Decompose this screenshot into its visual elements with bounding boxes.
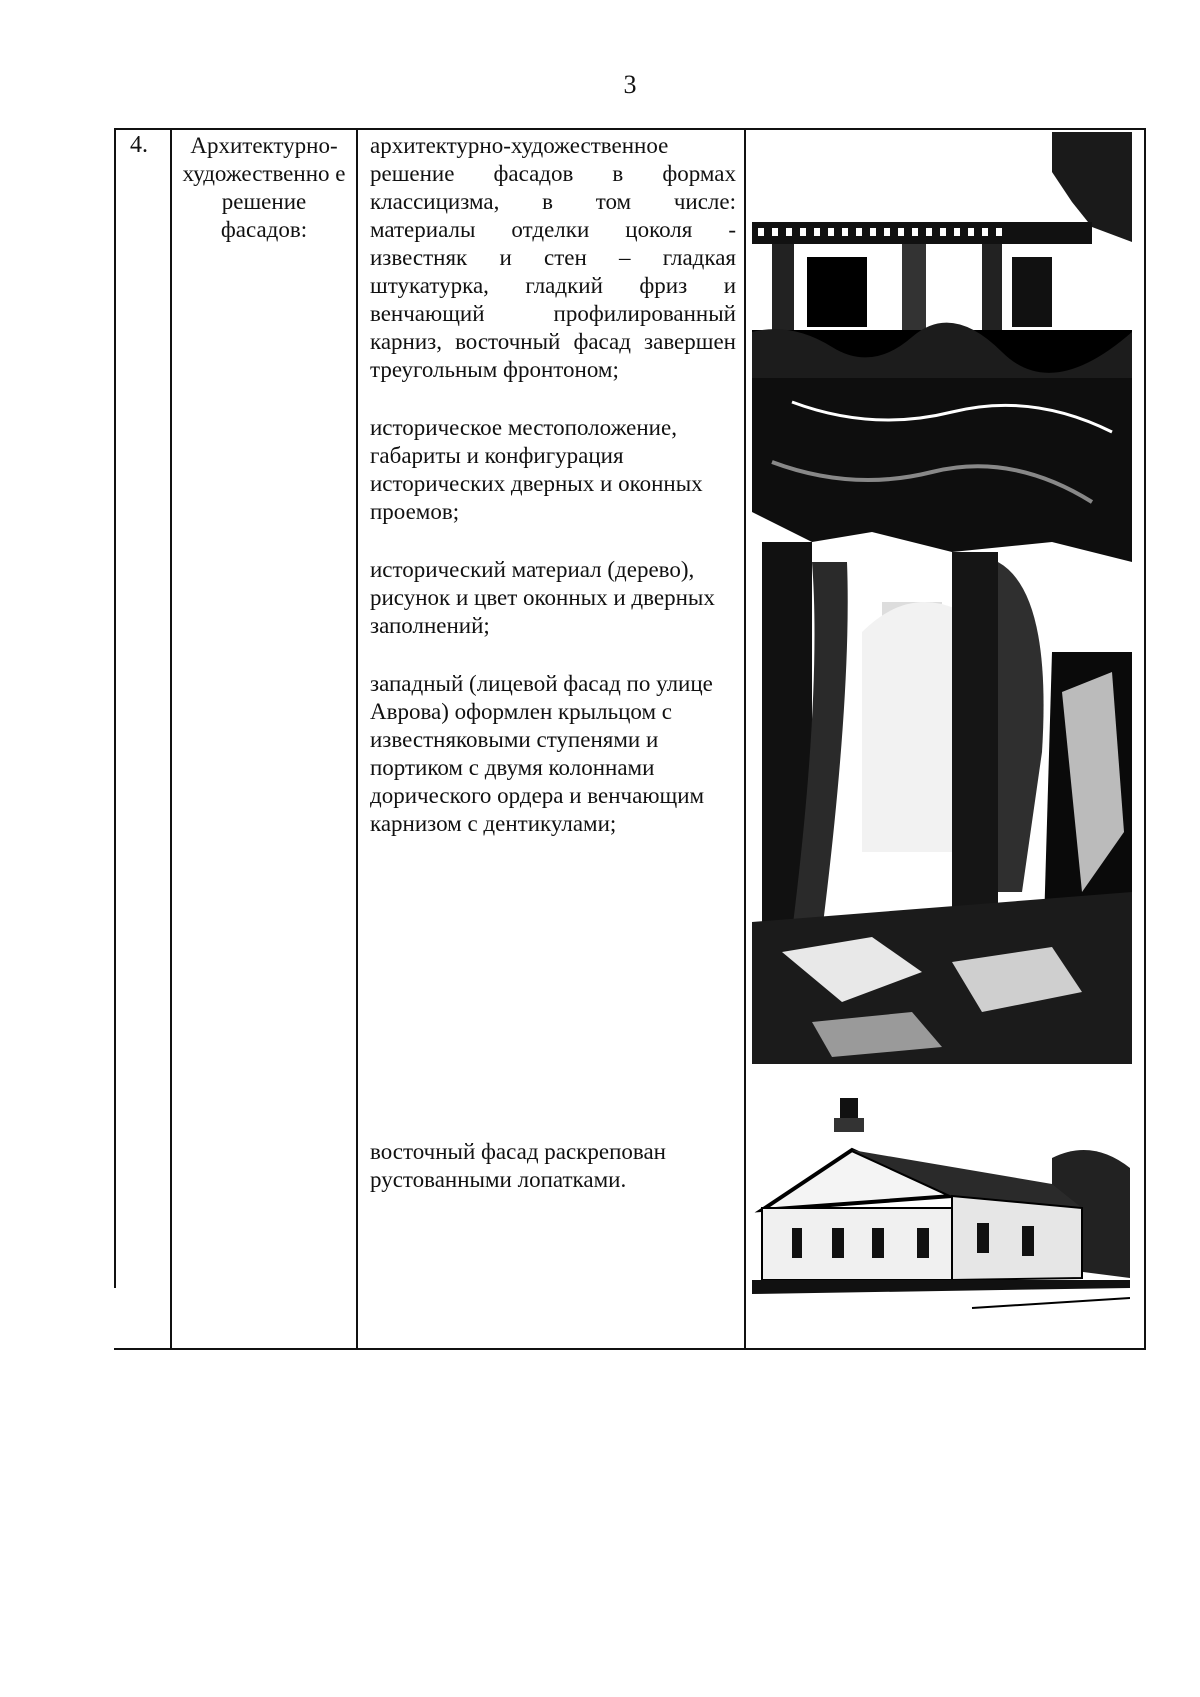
description-paragraph: западный (лицевой фасад по улице Аврова) оформлен крыльцом с известняковыми ступенями и портиком с двумя колоннами дорического ордера и венчающим карнизом с дентикулами; [370, 671, 713, 836]
table-top-border [116, 128, 1146, 130]
description-cell [370, 132, 736, 868]
west-facade-portico-photo [752, 132, 1132, 1064]
column-divider-3 [744, 128, 746, 1350]
east-facade-building-photo [752, 1098, 1130, 1320]
row-heading: Архитектурно-художественно е решение фасадов: [182, 133, 346, 242]
table-left-border [114, 128, 116, 1288]
description-paragraph: исторический материал (дерево), рисунок и цвет оконных и дверных заполнений; [370, 557, 715, 638]
description-paragraph: архитектурно-художественное решение фасадов в формах классицизма, в том числе: материалы отделки цоколя - известняк и стен – гладкая штукатурка, гладкий фриз и венчающий профилированный карниз, восточный фасад завершен треугольным фронтоном; [370, 133, 736, 382]
row-number: 4. [130, 132, 148, 158]
column-divider-1 [170, 128, 172, 1350]
page-number: 3 [623, 70, 637, 99]
table-right-border [1144, 128, 1146, 1350]
table-bottom-border [114, 1348, 1146, 1350]
description-paragraph: историческое местоположение, габариты и конфигурация исторических дверных и оконных проемов; [370, 415, 703, 524]
description-paragraph-last: восточный фасад раскрепован рустованными лопатками. [370, 1139, 666, 1192]
column-divider-2 [356, 128, 358, 1350]
